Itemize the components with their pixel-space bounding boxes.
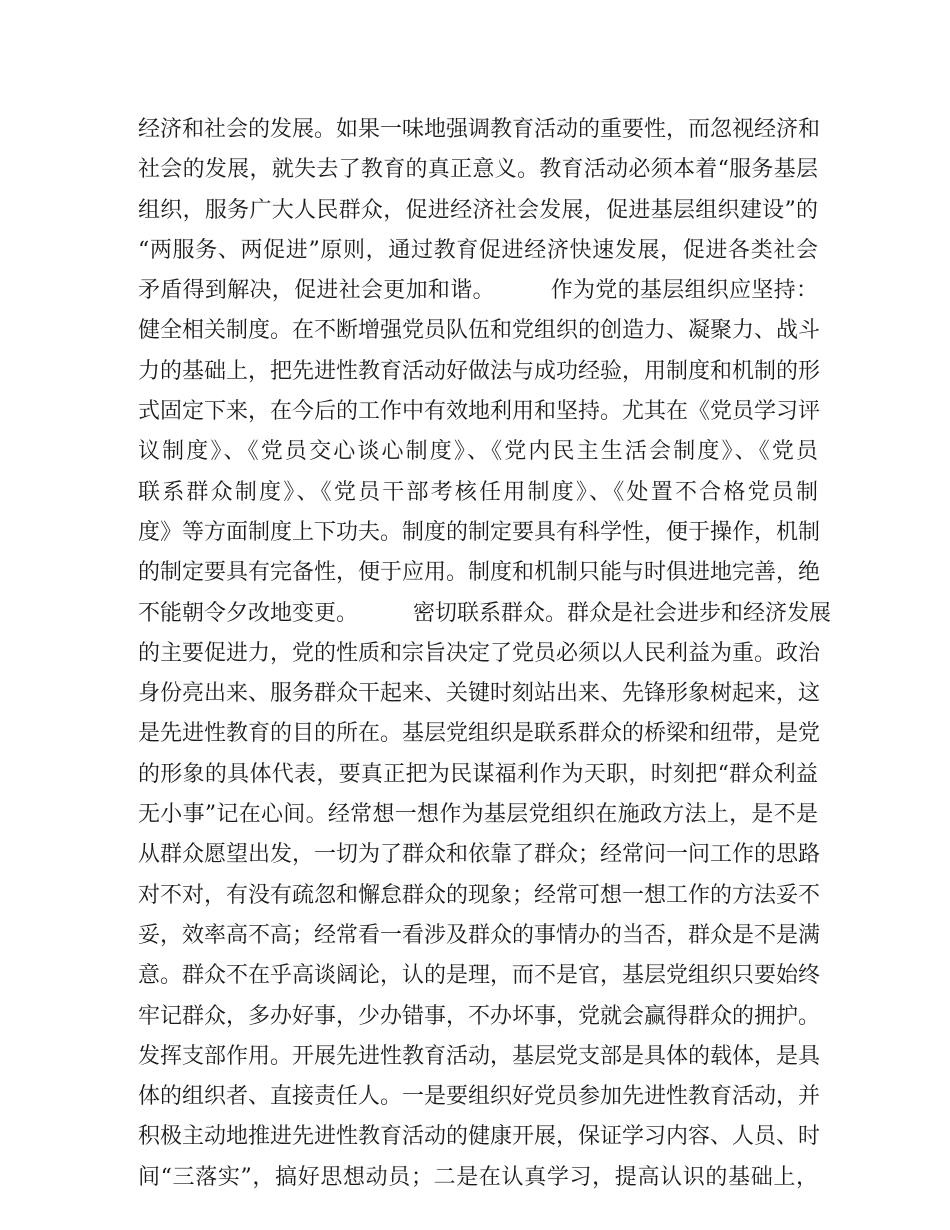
text-line: 力的基础上，把先进性教育活动好做法与成功经验，用制度和机制的形 [138, 358, 821, 384]
text-line: 是先进性教育的目的所在。基层党组织是联系群众的桥梁和纽带，是党 [138, 721, 821, 747]
text-line: 身份亮出来、服务群众干起来、关键时刻站出来、先锋形象树起来，这 [138, 681, 821, 707]
text-line: 联系群众制度》、《党员干部考核任用制度》、《处置不合格党员制 [138, 479, 818, 505]
body-text [138, 110, 832, 1198]
text-line: 从群众愿望出发，一切为了群众和依靠了群众；经常问一问工作的思路 [138, 842, 821, 868]
text-line: 议制度》、《党员交心谈心制度》、《党内民主生活会制度》、《党员 [138, 439, 818, 465]
text-line: 体的组织者、直接责任人。一是要组织好党员参加先进性教育活动，并 [138, 1084, 821, 1110]
text-line: 的形象的具体代表，要真正把为民谋福利作为天职，时刻把“群众利益 [138, 761, 818, 787]
text-line: 式固定下来，在今后的工作中有效地利用和坚持。尤其在《党员学习评 [138, 399, 821, 425]
text-line: 意。群众不在乎高谈阔论，认的是理，而不是官，基层党组织只要始终 [138, 963, 821, 989]
text-line: 矛盾得到解决，促进社会更加和谐。 作为党的基层组织应坚持： [138, 278, 818, 304]
text-line: 对不对，有没有疏忽和懈怠群众的现象；经常可想一想工作的方法妥不 [138, 882, 821, 908]
text-line: 社会的发展，就失去了教育的真正意义。教育活动必须本着“服务基层 [138, 157, 818, 183]
text-line: 间“三落实”，搞好思想动员；二是在认真学习，提高认识的基础上， [138, 1164, 818, 1190]
text-line: 牢记群众，多办好事，少办错事，不办坏事，党就会赢得群众的拥护。 [138, 1003, 821, 1029]
text-line: 的主要促进力，党的性质和宗旨决定了党员必须以人民利益为重。政治 [138, 640, 821, 666]
text-line: 度》等方面制度上下功夫。制度的制定要具有科学性，便于操作，机制 [138, 519, 821, 545]
text-line: 不能朝令夕改地变更。 密切联系群众。群众是社会进步和经济发展 [138, 600, 832, 626]
text-line: “两服务、两促进”原则，通过教育促进经济快速发展，促进各类社会 [138, 237, 818, 263]
text-line: 经济和社会的发展。如果一味地强调教育活动的重要性，而忽视经济和 [138, 117, 821, 142]
text-line: 无小事”记在心间。经常想一想作为基层党组织在施政方法上，是不是 [138, 802, 818, 828]
text-line: 发挥支部作用。开展先进性教育活动，基层党支部是具体的载体，是具 [138, 1043, 821, 1069]
text-line: 健全相关制度。在不断增强党员队伍和党组织的创造力、凝聚力、战斗 [138, 318, 821, 344]
text-line: 组织，服务广大人民群众，促进经济社会发展，促进基层组织建设”的 [138, 197, 818, 223]
text-line: 积极主动地推进先进性教育活动的健康开展，保证学习内容、人员、时 [138, 1124, 821, 1150]
text-line: 的制定要具有完备性，便于应用。制度和机制只能与时俱进地完善，绝 [138, 560, 821, 586]
text-line: 妥，效率高不高；经常看一看涉及群众的事情办的当否，群众是不是满 [138, 922, 821, 948]
